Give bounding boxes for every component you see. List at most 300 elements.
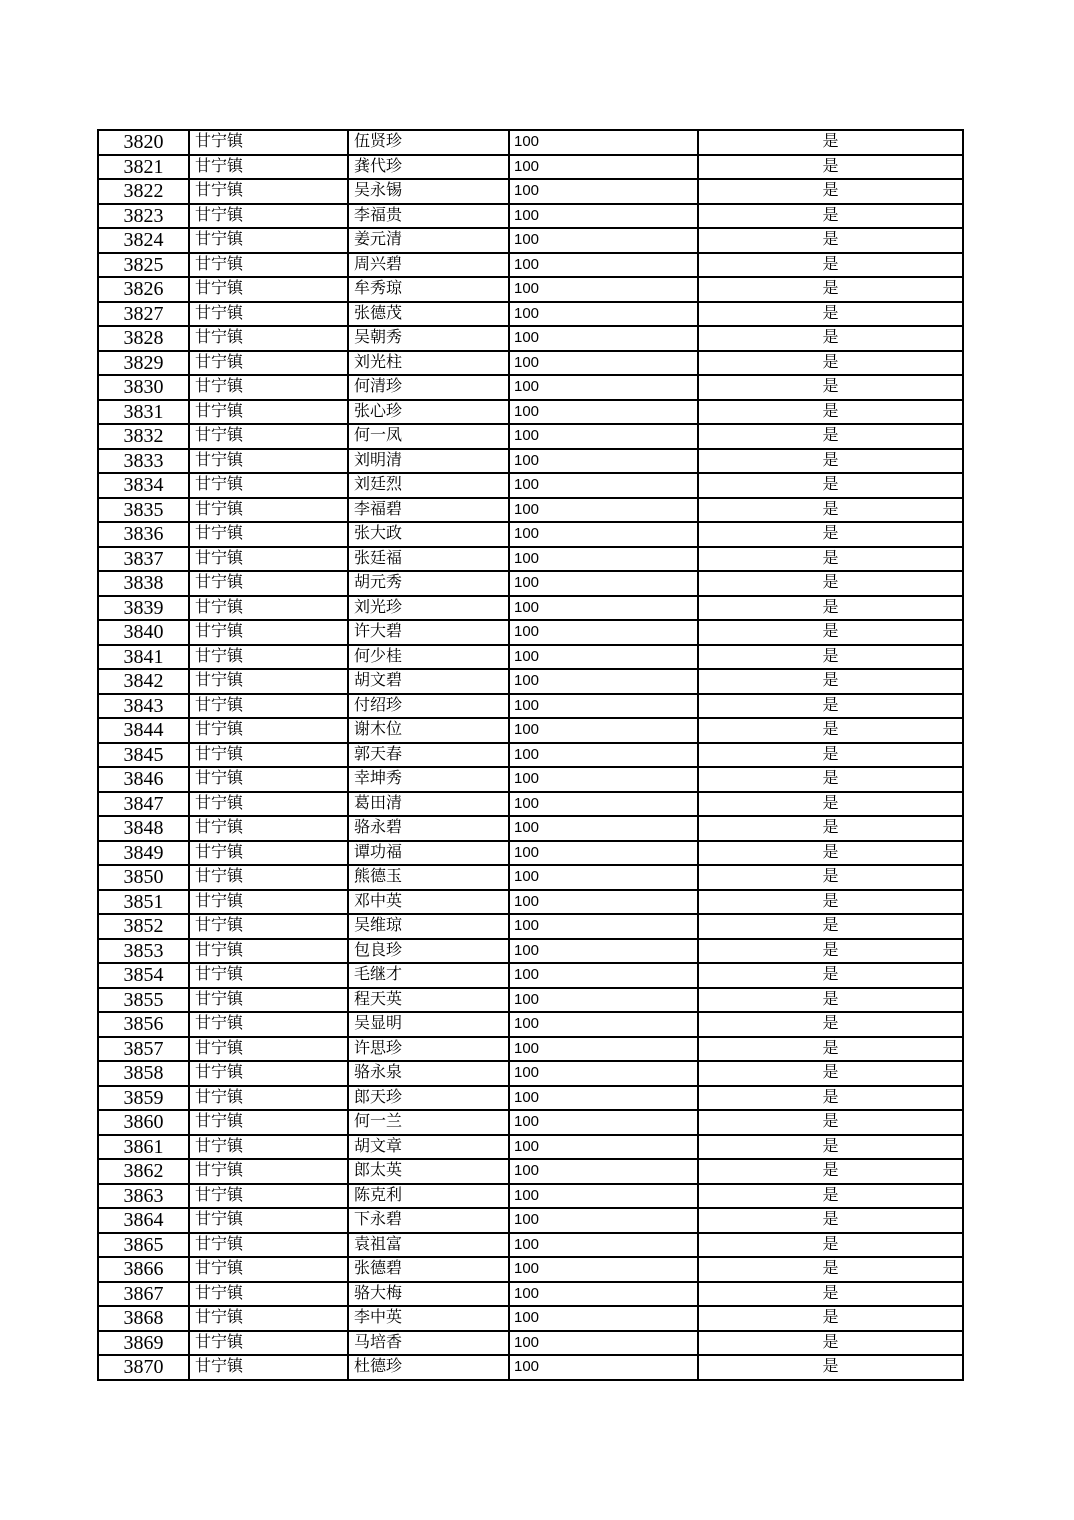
cell-flag: 是 bbox=[698, 1282, 963, 1307]
cell-name: 刘光珍 bbox=[348, 596, 509, 621]
cell-name: 郎天珍 bbox=[348, 1086, 509, 1111]
cell-name: 周兴碧 bbox=[348, 253, 509, 278]
cell-id: 3820 bbox=[98, 130, 189, 155]
cell-score: 100 bbox=[509, 767, 698, 792]
cell-flag: 是 bbox=[698, 1355, 963, 1380]
cell-flag: 是 bbox=[698, 718, 963, 743]
table-row bbox=[98, 939, 963, 964]
cell-name: 吴显明 bbox=[348, 1012, 509, 1037]
cell-town: 甘宁镇 bbox=[189, 277, 348, 302]
table-row bbox=[98, 816, 963, 841]
cell-id: 3867 bbox=[98, 1282, 189, 1307]
cell-name: 郭天春 bbox=[348, 743, 509, 768]
cell-id: 3849 bbox=[98, 841, 189, 866]
cell-id: 3833 bbox=[98, 449, 189, 474]
cell-score: 100 bbox=[509, 473, 698, 498]
table-row bbox=[98, 1135, 963, 1160]
table-row bbox=[98, 571, 963, 596]
cell-name: 袁祖富 bbox=[348, 1233, 509, 1258]
cell-name: 熊德玉 bbox=[348, 865, 509, 890]
cell-name: 马培香 bbox=[348, 1331, 509, 1356]
cell-town: 甘宁镇 bbox=[189, 596, 348, 621]
cell-score: 100 bbox=[509, 1306, 698, 1331]
cell-score: 100 bbox=[509, 620, 698, 645]
cell-id: 3869 bbox=[98, 1331, 189, 1356]
cell-id: 3842 bbox=[98, 669, 189, 694]
cell-id: 3858 bbox=[98, 1061, 189, 1086]
cell-score: 100 bbox=[509, 1208, 698, 1233]
cell-id: 3823 bbox=[98, 204, 189, 229]
cell-flag: 是 bbox=[698, 424, 963, 449]
cell-score: 100 bbox=[509, 179, 698, 204]
cell-flag: 是 bbox=[698, 155, 963, 180]
cell-score: 100 bbox=[509, 375, 698, 400]
cell-flag: 是 bbox=[698, 326, 963, 351]
cell-id: 3856 bbox=[98, 1012, 189, 1037]
cell-town: 甘宁镇 bbox=[189, 1110, 348, 1135]
cell-score: 100 bbox=[509, 424, 698, 449]
cell-name: 牟秀琼 bbox=[348, 277, 509, 302]
cell-town: 甘宁镇 bbox=[189, 694, 348, 719]
cell-town: 甘宁镇 bbox=[189, 939, 348, 964]
cell-name: 胡文碧 bbox=[348, 669, 509, 694]
cell-score: 100 bbox=[509, 914, 698, 939]
table-body bbox=[98, 130, 963, 1380]
cell-name: 陈克利 bbox=[348, 1184, 509, 1209]
cell-flag: 是 bbox=[698, 816, 963, 841]
cell-id: 3844 bbox=[98, 718, 189, 743]
cell-id: 3822 bbox=[98, 179, 189, 204]
cell-score: 100 bbox=[509, 253, 698, 278]
cell-town: 甘宁镇 bbox=[189, 890, 348, 915]
cell-name: 吴维琼 bbox=[348, 914, 509, 939]
cell-score: 100 bbox=[509, 277, 698, 302]
table-row bbox=[98, 694, 963, 719]
cell-town: 甘宁镇 bbox=[189, 130, 348, 155]
cell-town: 甘宁镇 bbox=[189, 424, 348, 449]
cell-id: 3838 bbox=[98, 571, 189, 596]
cell-name: 何少桂 bbox=[348, 645, 509, 670]
table-row bbox=[98, 179, 963, 204]
cell-score: 100 bbox=[509, 1355, 698, 1380]
cell-score: 100 bbox=[509, 1012, 698, 1037]
cell-town: 甘宁镇 bbox=[189, 1331, 348, 1356]
cell-score: 100 bbox=[509, 1233, 698, 1258]
cell-town: 甘宁镇 bbox=[189, 1257, 348, 1282]
cell-id: 3868 bbox=[98, 1306, 189, 1331]
cell-town: 甘宁镇 bbox=[189, 449, 348, 474]
cell-town: 甘宁镇 bbox=[189, 669, 348, 694]
cell-name: 谭功福 bbox=[348, 841, 509, 866]
cell-name: 下永碧 bbox=[348, 1208, 509, 1233]
cell-flag: 是 bbox=[698, 204, 963, 229]
cell-id: 3829 bbox=[98, 351, 189, 376]
cell-flag: 是 bbox=[698, 228, 963, 253]
table-row bbox=[98, 400, 963, 425]
cell-score: 100 bbox=[509, 816, 698, 841]
table-row bbox=[98, 1012, 963, 1037]
cell-id: 3861 bbox=[98, 1135, 189, 1160]
cell-id: 3825 bbox=[98, 253, 189, 278]
cell-name: 骆大梅 bbox=[348, 1282, 509, 1307]
cell-id: 3830 bbox=[98, 375, 189, 400]
cell-flag: 是 bbox=[698, 1061, 963, 1086]
cell-score: 100 bbox=[509, 1061, 698, 1086]
table-row bbox=[98, 620, 963, 645]
cell-flag: 是 bbox=[698, 988, 963, 1013]
cell-score: 100 bbox=[509, 204, 698, 229]
cell-score: 100 bbox=[509, 694, 698, 719]
cell-flag: 是 bbox=[698, 1135, 963, 1160]
cell-id: 3860 bbox=[98, 1110, 189, 1135]
cell-flag: 是 bbox=[698, 277, 963, 302]
table-row bbox=[98, 596, 963, 621]
cell-town: 甘宁镇 bbox=[189, 253, 348, 278]
cell-flag: 是 bbox=[698, 302, 963, 327]
cell-town: 甘宁镇 bbox=[189, 1135, 348, 1160]
cell-name: 胡元秀 bbox=[348, 571, 509, 596]
cell-town: 甘宁镇 bbox=[189, 816, 348, 841]
cell-town: 甘宁镇 bbox=[189, 204, 348, 229]
cell-town: 甘宁镇 bbox=[189, 620, 348, 645]
cell-score: 100 bbox=[509, 596, 698, 621]
table-row bbox=[98, 1184, 963, 1209]
cell-town: 甘宁镇 bbox=[189, 375, 348, 400]
cell-flag: 是 bbox=[698, 547, 963, 572]
cell-flag: 是 bbox=[698, 914, 963, 939]
cell-score: 100 bbox=[509, 865, 698, 890]
cell-name: 张心珍 bbox=[348, 400, 509, 425]
cell-id: 3824 bbox=[98, 228, 189, 253]
cell-town: 甘宁镇 bbox=[189, 547, 348, 572]
cell-id: 3847 bbox=[98, 792, 189, 817]
table-row bbox=[98, 1159, 963, 1184]
table-row bbox=[98, 718, 963, 743]
cell-town: 甘宁镇 bbox=[189, 302, 348, 327]
cell-score: 100 bbox=[509, 792, 698, 817]
cell-score: 100 bbox=[509, 1110, 698, 1135]
cell-flag: 是 bbox=[698, 449, 963, 474]
cell-score: 100 bbox=[509, 1184, 698, 1209]
cell-name: 吴永锡 bbox=[348, 179, 509, 204]
cell-town: 甘宁镇 bbox=[189, 179, 348, 204]
cell-id: 3839 bbox=[98, 596, 189, 621]
cell-town: 甘宁镇 bbox=[189, 914, 348, 939]
cell-score: 100 bbox=[509, 718, 698, 743]
cell-name: 邓中英 bbox=[348, 890, 509, 915]
table-row bbox=[98, 669, 963, 694]
cell-flag: 是 bbox=[698, 963, 963, 988]
table-row bbox=[98, 351, 963, 376]
table-row bbox=[98, 277, 963, 302]
cell-name: 毛继才 bbox=[348, 963, 509, 988]
cell-town: 甘宁镇 bbox=[189, 645, 348, 670]
cell-id: 3835 bbox=[98, 498, 189, 523]
cell-id: 3826 bbox=[98, 277, 189, 302]
table-row bbox=[98, 841, 963, 866]
cell-score: 100 bbox=[509, 228, 698, 253]
cell-id: 3857 bbox=[98, 1037, 189, 1062]
cell-flag: 是 bbox=[698, 130, 963, 155]
cell-town: 甘宁镇 bbox=[189, 1159, 348, 1184]
cell-id: 3863 bbox=[98, 1184, 189, 1209]
cell-flag: 是 bbox=[698, 939, 963, 964]
cell-name: 杜德珍 bbox=[348, 1355, 509, 1380]
table-row bbox=[98, 130, 963, 155]
cell-score: 100 bbox=[509, 498, 698, 523]
cell-town: 甘宁镇 bbox=[189, 1061, 348, 1086]
table-row bbox=[98, 914, 963, 939]
cell-town: 甘宁镇 bbox=[189, 1086, 348, 1111]
cell-id: 3846 bbox=[98, 767, 189, 792]
cell-name: 何清珍 bbox=[348, 375, 509, 400]
cell-town: 甘宁镇 bbox=[189, 988, 348, 1013]
cell-flag: 是 bbox=[698, 1184, 963, 1209]
table-row bbox=[98, 1061, 963, 1086]
cell-town: 甘宁镇 bbox=[189, 228, 348, 253]
cell-score: 100 bbox=[509, 522, 698, 547]
cell-id: 3821 bbox=[98, 155, 189, 180]
table-row bbox=[98, 1282, 963, 1307]
cell-flag: 是 bbox=[698, 1037, 963, 1062]
cell-flag: 是 bbox=[698, 1159, 963, 1184]
cell-town: 甘宁镇 bbox=[189, 1208, 348, 1233]
cell-score: 100 bbox=[509, 400, 698, 425]
cell-name: 李中英 bbox=[348, 1306, 509, 1331]
cell-name: 付绍珍 bbox=[348, 694, 509, 719]
cell-flag: 是 bbox=[698, 767, 963, 792]
cell-town: 甘宁镇 bbox=[189, 1233, 348, 1258]
cell-town: 甘宁镇 bbox=[189, 1282, 348, 1307]
cell-id: 3848 bbox=[98, 816, 189, 841]
cell-flag: 是 bbox=[698, 1331, 963, 1356]
table-row bbox=[98, 375, 963, 400]
cell-id: 3841 bbox=[98, 645, 189, 670]
cell-id: 3854 bbox=[98, 963, 189, 988]
cell-flag: 是 bbox=[698, 841, 963, 866]
cell-name: 葛田清 bbox=[348, 792, 509, 817]
cell-flag: 是 bbox=[698, 571, 963, 596]
cell-name: 何一凤 bbox=[348, 424, 509, 449]
cell-score: 100 bbox=[509, 939, 698, 964]
cell-name: 刘光柱 bbox=[348, 351, 509, 376]
cell-name: 程天英 bbox=[348, 988, 509, 1013]
cell-score: 100 bbox=[509, 963, 698, 988]
cell-name: 张德碧 bbox=[348, 1257, 509, 1282]
cell-id: 3828 bbox=[98, 326, 189, 351]
cell-score: 100 bbox=[509, 1331, 698, 1356]
cell-name: 姜元清 bbox=[348, 228, 509, 253]
cell-id: 3840 bbox=[98, 620, 189, 645]
cell-flag: 是 bbox=[698, 792, 963, 817]
cell-town: 甘宁镇 bbox=[189, 792, 348, 817]
cell-score: 100 bbox=[509, 155, 698, 180]
cell-town: 甘宁镇 bbox=[189, 743, 348, 768]
cell-flag: 是 bbox=[698, 1086, 963, 1111]
cell-score: 100 bbox=[509, 743, 698, 768]
table-row bbox=[98, 1233, 963, 1258]
table-row bbox=[98, 988, 963, 1013]
table-row bbox=[98, 767, 963, 792]
cell-id: 3850 bbox=[98, 865, 189, 890]
cell-score: 100 bbox=[509, 351, 698, 376]
table-row bbox=[98, 473, 963, 498]
cell-town: 甘宁镇 bbox=[189, 400, 348, 425]
cell-name: 刘廷烈 bbox=[348, 473, 509, 498]
cell-id: 3855 bbox=[98, 988, 189, 1013]
cell-id: 3852 bbox=[98, 914, 189, 939]
table-row bbox=[98, 424, 963, 449]
cell-score: 100 bbox=[509, 1159, 698, 1184]
cell-id: 3851 bbox=[98, 890, 189, 915]
cell-score: 100 bbox=[509, 841, 698, 866]
cell-name: 李福贵 bbox=[348, 204, 509, 229]
cell-score: 100 bbox=[509, 326, 698, 351]
cell-id: 3862 bbox=[98, 1159, 189, 1184]
table-row bbox=[98, 963, 963, 988]
table-row bbox=[98, 302, 963, 327]
cell-town: 甘宁镇 bbox=[189, 767, 348, 792]
cell-score: 100 bbox=[509, 1282, 698, 1307]
cell-flag: 是 bbox=[698, 351, 963, 376]
cell-score: 100 bbox=[509, 302, 698, 327]
cell-flag: 是 bbox=[698, 400, 963, 425]
cell-score: 100 bbox=[509, 890, 698, 915]
cell-flag: 是 bbox=[698, 620, 963, 645]
table-row bbox=[98, 890, 963, 915]
cell-name: 谢木位 bbox=[348, 718, 509, 743]
cell-id: 3864 bbox=[98, 1208, 189, 1233]
table-row bbox=[98, 1208, 963, 1233]
cell-town: 甘宁镇 bbox=[189, 1037, 348, 1062]
cell-score: 100 bbox=[509, 130, 698, 155]
cell-score: 100 bbox=[509, 988, 698, 1013]
cell-town: 甘宁镇 bbox=[189, 1184, 348, 1209]
cell-name: 许思珍 bbox=[348, 1037, 509, 1062]
cell-town: 甘宁镇 bbox=[189, 326, 348, 351]
cell-name: 李福碧 bbox=[348, 498, 509, 523]
table-row bbox=[98, 1355, 963, 1380]
table-row bbox=[98, 743, 963, 768]
cell-name: 包良珍 bbox=[348, 939, 509, 964]
cell-id: 3870 bbox=[98, 1355, 189, 1380]
cell-name: 何一兰 bbox=[348, 1110, 509, 1135]
cell-flag: 是 bbox=[698, 253, 963, 278]
cell-flag: 是 bbox=[698, 645, 963, 670]
cell-town: 甘宁镇 bbox=[189, 351, 348, 376]
cell-name: 龚代珍 bbox=[348, 155, 509, 180]
cell-name: 伍贤珍 bbox=[348, 130, 509, 155]
records-table bbox=[97, 129, 964, 1381]
cell-name: 张大政 bbox=[348, 522, 509, 547]
cell-score: 100 bbox=[509, 669, 698, 694]
cell-name: 张德茂 bbox=[348, 302, 509, 327]
cell-id: 3834 bbox=[98, 473, 189, 498]
cell-flag: 是 bbox=[698, 1306, 963, 1331]
cell-name: 张廷福 bbox=[348, 547, 509, 572]
table-row bbox=[98, 547, 963, 572]
cell-name: 吴朝秀 bbox=[348, 326, 509, 351]
cell-flag: 是 bbox=[698, 865, 963, 890]
cell-flag: 是 bbox=[698, 1208, 963, 1233]
cell-name: 骆永碧 bbox=[348, 816, 509, 841]
table-row bbox=[98, 449, 963, 474]
cell-id: 3843 bbox=[98, 694, 189, 719]
cell-name: 骆永泉 bbox=[348, 1061, 509, 1086]
cell-town: 甘宁镇 bbox=[189, 865, 348, 890]
cell-score: 100 bbox=[509, 1086, 698, 1111]
cell-score: 100 bbox=[509, 449, 698, 474]
cell-score: 100 bbox=[509, 645, 698, 670]
cell-id: 3845 bbox=[98, 743, 189, 768]
cell-town: 甘宁镇 bbox=[189, 571, 348, 596]
cell-flag: 是 bbox=[698, 179, 963, 204]
table-row bbox=[98, 865, 963, 890]
table-row bbox=[98, 155, 963, 180]
table-row bbox=[98, 1257, 963, 1282]
cell-flag: 是 bbox=[698, 596, 963, 621]
table-row bbox=[98, 498, 963, 523]
table-row bbox=[98, 792, 963, 817]
cell-name: 刘明清 bbox=[348, 449, 509, 474]
cell-town: 甘宁镇 bbox=[189, 963, 348, 988]
cell-flag: 是 bbox=[698, 890, 963, 915]
cell-name: 胡文章 bbox=[348, 1135, 509, 1160]
cell-town: 甘宁镇 bbox=[189, 1355, 348, 1380]
cell-score: 100 bbox=[509, 547, 698, 572]
cell-town: 甘宁镇 bbox=[189, 1306, 348, 1331]
cell-id: 3859 bbox=[98, 1086, 189, 1111]
table-row bbox=[98, 1086, 963, 1111]
cell-flag: 是 bbox=[698, 498, 963, 523]
cell-town: 甘宁镇 bbox=[189, 498, 348, 523]
cell-flag: 是 bbox=[698, 694, 963, 719]
table-row bbox=[98, 1331, 963, 1356]
cell-town: 甘宁镇 bbox=[189, 718, 348, 743]
cell-name: 许大碧 bbox=[348, 620, 509, 645]
cell-town: 甘宁镇 bbox=[189, 522, 348, 547]
table-row bbox=[98, 228, 963, 253]
cell-id: 3866 bbox=[98, 1257, 189, 1282]
cell-flag: 是 bbox=[698, 375, 963, 400]
cell-id: 3853 bbox=[98, 939, 189, 964]
cell-name: 郎太英 bbox=[348, 1159, 509, 1184]
cell-town: 甘宁镇 bbox=[189, 1012, 348, 1037]
table-row bbox=[98, 204, 963, 229]
cell-flag: 是 bbox=[698, 1257, 963, 1282]
cell-score: 100 bbox=[509, 571, 698, 596]
cell-flag: 是 bbox=[698, 669, 963, 694]
cell-flag: 是 bbox=[698, 1012, 963, 1037]
cell-flag: 是 bbox=[698, 743, 963, 768]
table-row bbox=[98, 326, 963, 351]
cell-town: 甘宁镇 bbox=[189, 473, 348, 498]
cell-flag: 是 bbox=[698, 522, 963, 547]
cell-name: 幸坤秀 bbox=[348, 767, 509, 792]
cell-score: 100 bbox=[509, 1257, 698, 1282]
cell-id: 3837 bbox=[98, 547, 189, 572]
cell-id: 3831 bbox=[98, 400, 189, 425]
cell-score: 100 bbox=[509, 1135, 698, 1160]
table-row bbox=[98, 253, 963, 278]
cell-id: 3827 bbox=[98, 302, 189, 327]
cell-town: 甘宁镇 bbox=[189, 155, 348, 180]
table-row bbox=[98, 1110, 963, 1135]
cell-score: 100 bbox=[509, 1037, 698, 1062]
table-row bbox=[98, 645, 963, 670]
table-row bbox=[98, 1306, 963, 1331]
cell-flag: 是 bbox=[698, 1233, 963, 1258]
